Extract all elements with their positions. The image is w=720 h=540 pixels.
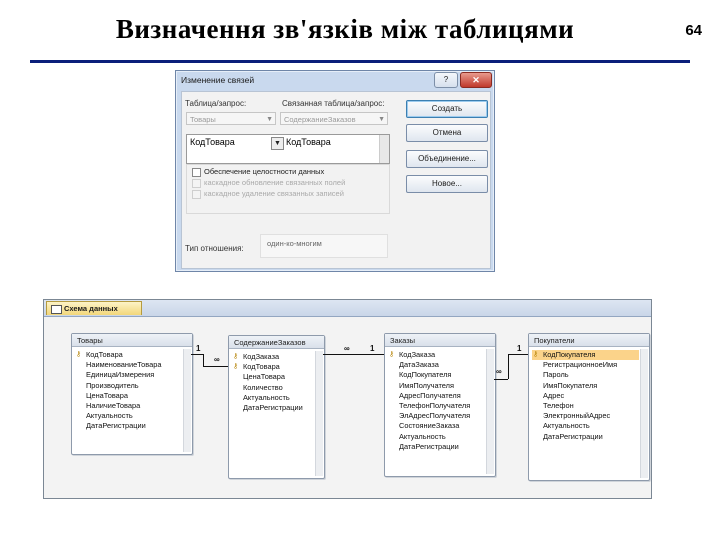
field-mapping-grid xyxy=(186,134,390,164)
field-row[interactable]: Телефон xyxy=(543,400,574,410)
field-row[interactable]: Адрес xyxy=(543,390,565,400)
key-icon: ⚷ xyxy=(389,351,395,358)
field-row[interactable]: ЦенаТовара xyxy=(86,390,128,400)
table-card-title[interactable]: Покупатели xyxy=(529,334,649,347)
help-button[interactable]: ? xyxy=(434,72,458,88)
cancel-button[interactable]: Отмена xyxy=(406,124,488,142)
field-row[interactable]: ИмяПолучателя xyxy=(399,380,454,390)
field-row[interactable]: СостояниеЗаказа xyxy=(399,421,460,431)
table-card-scrollbar[interactable] xyxy=(315,351,323,476)
field-row[interactable]: КодПокупателя xyxy=(399,370,452,380)
table-card-title[interactable]: Заказы xyxy=(385,334,495,347)
slide-title: Визначення зв'язків між таблицями xyxy=(115,14,575,44)
title-rule xyxy=(30,60,690,63)
cascade-delete-checkbox[interactable] xyxy=(192,190,201,199)
relationship-line[interactable] xyxy=(191,354,203,355)
related-table-select[interactable] xyxy=(280,112,388,125)
field-row[interactable]: ⚷ КодЗаказа xyxy=(233,352,280,361)
related-table-select-value: СодержаниеЗаказов xyxy=(284,115,356,124)
field-row[interactable]: НаименованиеТовара xyxy=(86,360,162,370)
table-card-title[interactable]: Товары xyxy=(72,334,192,347)
relationship-line[interactable] xyxy=(323,354,384,355)
field-row[interactable]: Актуальность xyxy=(399,431,446,441)
relationship-line[interactable] xyxy=(203,354,204,366)
field-row[interactable]: Актуальность xyxy=(86,411,133,421)
integrity-checkbox-label: Обеспечение целостности данных xyxy=(204,167,325,176)
field-row[interactable]: ДатаРегистрации xyxy=(243,402,303,412)
key-icon: ⚷ xyxy=(533,351,539,358)
relationship-line[interactable] xyxy=(494,379,508,380)
field-row[interactable]: ДатаРегистрации xyxy=(399,441,459,451)
table-card-zakazy[interactable] xyxy=(384,333,496,477)
field-row[interactable]: НаличиеТовара xyxy=(86,400,141,410)
field-row[interactable]: Количество xyxy=(243,382,283,392)
relationship-one-label: 1 xyxy=(370,344,375,353)
tab-relationships-label: Схема данных xyxy=(64,304,118,313)
edit-relationships-dialog xyxy=(175,70,495,272)
field-row[interactable]: Производитель xyxy=(86,380,139,390)
integrity-checkbox[interactable] xyxy=(192,168,201,177)
table-select-value: Товары xyxy=(190,115,216,124)
relationship-one-label: 1 xyxy=(196,344,201,353)
field-row[interactable]: ДатаЗаказа xyxy=(399,360,439,370)
field-row[interactable]: ЦенаТовара xyxy=(243,372,285,382)
field-row[interactable]: АдресПолучателя xyxy=(399,390,461,400)
related-table-label: Связанная таблица/запрос: xyxy=(282,99,385,108)
page-number: 64 xyxy=(685,22,702,39)
dialog-titlebar xyxy=(176,71,494,89)
relationship-many-label: ∞ xyxy=(214,355,220,364)
cascade-delete-label: каскадное удаление связанных записей xyxy=(204,189,344,198)
field-list xyxy=(388,350,485,473)
field-row[interactable]: ⚷ КодТовара xyxy=(233,362,280,372)
relation-type-value: один-ко-многим xyxy=(260,234,388,258)
field-list xyxy=(532,350,639,477)
field-row[interactable]: ИмяПокупателя xyxy=(543,380,598,390)
field-row-selected[interactable]: ⚷ КодПокупателя xyxy=(532,350,639,360)
relationships-icon xyxy=(51,305,62,314)
left-field-cell[interactable]: КодТовара xyxy=(190,137,235,147)
new-relationship-button[interactable]: Новое... xyxy=(406,175,488,193)
field-row[interactable]: ⚷ КодТовара xyxy=(76,350,123,359)
key-icon: ⚷ xyxy=(233,353,239,360)
dialog-body xyxy=(181,91,491,269)
field-row[interactable]: ЭлектронныйАдрес xyxy=(543,411,611,421)
table-label: Таблица/запрос: xyxy=(185,99,247,108)
relationships-window xyxy=(43,299,652,499)
field-row[interactable]: Пароль xyxy=(543,370,569,380)
create-button[interactable]: Создать xyxy=(406,100,488,118)
table-select[interactable] xyxy=(186,112,276,125)
field-dropdown-button[interactable]: ▼ xyxy=(271,137,284,150)
field-row[interactable]: ДатаРегистрации xyxy=(86,421,146,431)
cascade-update-checkbox[interactable] xyxy=(192,179,201,188)
tab-relationships[interactable] xyxy=(46,301,142,315)
table-card-pokupateli[interactable] xyxy=(528,333,650,481)
cascade-update-label: каскадное обновление связанных полей xyxy=(204,178,346,187)
field-row[interactable]: ТелефонПолучателя xyxy=(399,400,471,410)
chevron-down-icon: ▼ xyxy=(266,116,273,123)
close-button[interactable]: ✕ xyxy=(460,72,492,88)
dialog-title: Изменение связей xyxy=(181,75,255,85)
field-row[interactable]: РегистрационноеИмя xyxy=(543,360,618,370)
table-card-scrollbar[interactable] xyxy=(183,349,191,452)
relationships-canvas xyxy=(44,317,651,498)
field-row[interactable]: ЭлАдресПолучателя xyxy=(399,411,471,421)
table-card-tovary[interactable] xyxy=(71,333,193,455)
relationship-many-label: ∞ xyxy=(496,367,502,376)
grid-scrollbar[interactable] xyxy=(379,135,389,163)
relationship-line[interactable] xyxy=(203,366,228,367)
table-card-scrollbar[interactable] xyxy=(640,349,648,478)
relationship-line[interactable] xyxy=(508,354,509,379)
table-card-soderzhanie[interactable] xyxy=(228,335,325,479)
right-field-cell[interactable]: КодТовара xyxy=(286,137,331,147)
field-row[interactable]: ⚷ КодЗаказа xyxy=(389,350,436,359)
chevron-down-icon: ▼ xyxy=(378,116,385,123)
field-list xyxy=(232,352,314,475)
relationship-one-label: 1 xyxy=(517,344,522,353)
field-row[interactable]: Актуальность xyxy=(543,421,590,431)
key-icon: ⚷ xyxy=(233,363,239,371)
document-tab-bar xyxy=(44,300,651,317)
table-card-scrollbar[interactable] xyxy=(486,349,494,474)
relationship-many-label: ∞ xyxy=(344,344,350,353)
field-row[interactable]: ДатаРегистрации xyxy=(543,431,603,441)
table-card-title[interactable]: СодержаниеЗаказов xyxy=(229,336,324,349)
field-row[interactable]: Актуальность xyxy=(243,392,290,402)
relationship-line[interactable] xyxy=(508,354,528,355)
relation-type-label: Тип отношения: xyxy=(185,244,244,253)
field-list xyxy=(75,350,182,451)
key-icon: ⚷ xyxy=(76,351,82,358)
field-row[interactable]: ЕдиницаИзмерения xyxy=(86,370,155,380)
join-type-button[interactable]: Объединение... xyxy=(406,150,488,168)
